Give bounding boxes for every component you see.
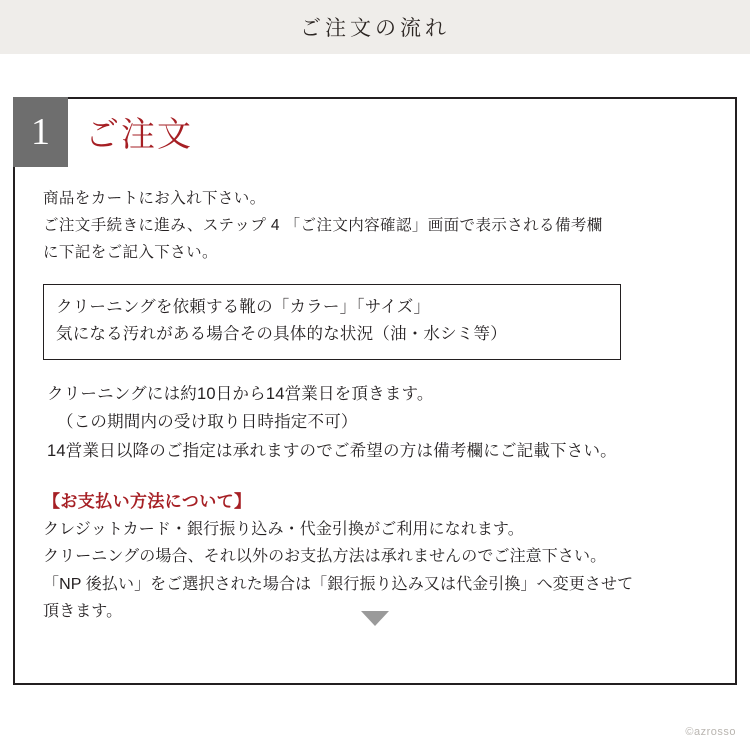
schedule-line: （この期間内の受け取り日時指定不可）	[57, 413, 358, 432]
payment-line: 「NP 後払い」をご選択された場合は「銀行振り込み又は代金引換」へ変更させて	[43, 575, 634, 593]
note-line: クリーニングを依頼する靴の「カラー」「サイズ」	[56, 298, 431, 317]
intro-line: 商品をカートにお入れ下さい。	[43, 190, 266, 207]
schedule-line: 14営業日以降のご指定は承れますのでご希望の方は備考欄にご記載下さい。	[47, 441, 617, 460]
step-number-badge: 1	[13, 97, 68, 167]
page-header	[0, 0, 750, 54]
triangle-down-icon	[361, 611, 389, 626]
step-title: ご注文	[85, 117, 193, 154]
payment-line: 頂きます。	[43, 603, 123, 621]
credit-text: ©azrosso	[685, 726, 736, 738]
schedule-paragraph	[43, 380, 707, 465]
step-header	[15, 99, 735, 167]
intro-paragraph	[43, 185, 707, 266]
next-step-arrow-area	[15, 604, 735, 624]
intro-line: に下記をご記入下さい。	[43, 244, 218, 262]
payment-line: クリーニングの場合、それ以外のお支払方法は承れませんのでご注意下さい。	[43, 548, 607, 566]
payment-heading: 【お支払い方法について】	[43, 491, 252, 511]
schedule-line: クリーニングには約10日から14営業日を頂きます。	[47, 384, 434, 403]
note-line: 気になる汚れがある場合その具体的な状況（油・水シミ等）	[56, 325, 507, 344]
intro-line: ご注文手続きに進み、ステップ 4 「ご注文内容確認」画面で表示される備考欄	[43, 217, 603, 235]
step-section	[13, 97, 737, 685]
payment-line: クレジットカード・銀行振り込み・代金引換がご利用になれます。	[43, 520, 524, 538]
remarks-note-box	[43, 284, 621, 359]
step-body	[15, 167, 735, 626]
page-title: ご注文の流れ	[300, 16, 450, 40]
